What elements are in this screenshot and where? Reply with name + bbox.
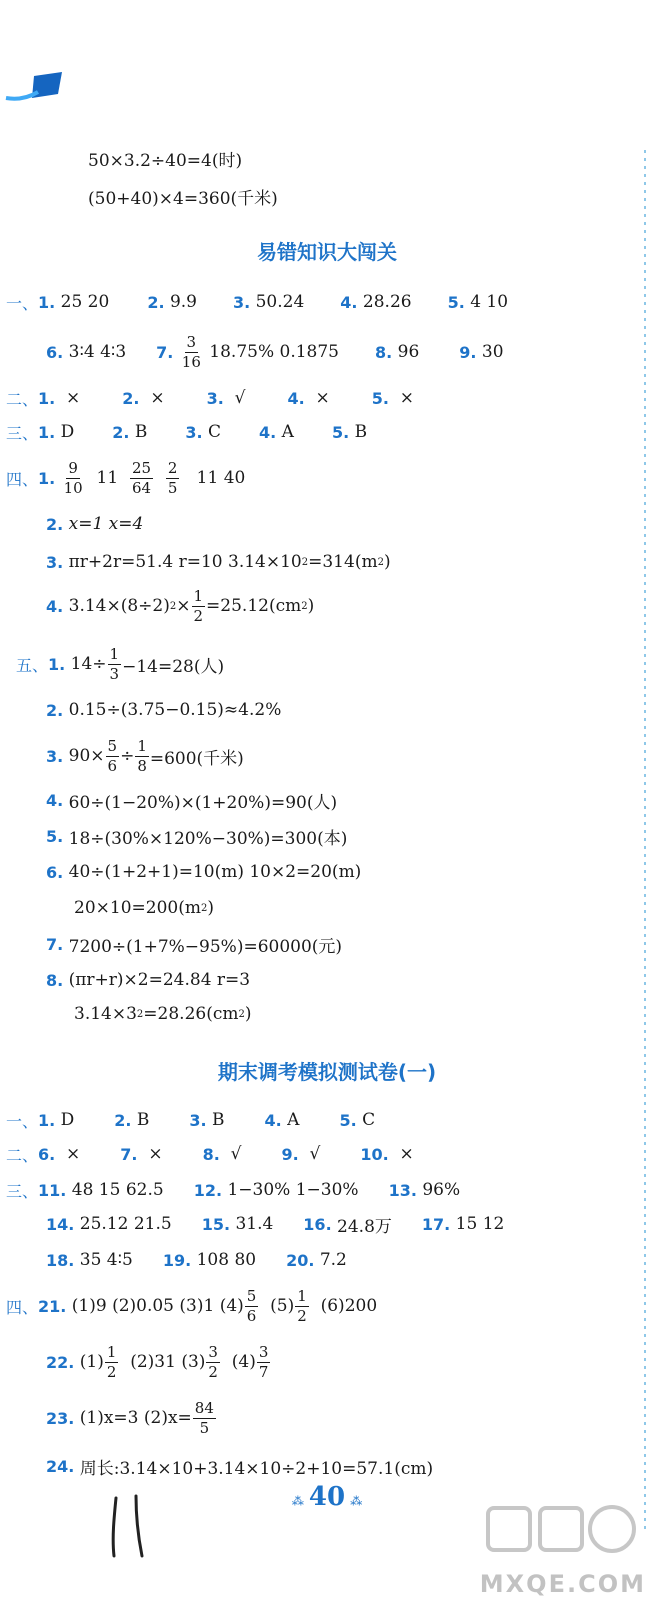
fraction: $\frac{1}{2}$ [297,1286,307,1325]
s1-yi-row2: 6. 3∶4 4∶3 7. $\frac{3}{16}$ 18.75% 0.1875 8. 96 9. 30 [46,332,504,371]
s2-si-row21: 四、 21. (1)9 (2)0.05 (3)1 (4) $\frac{5}{6}$ (5) $\frac{1}{2}$ (6)200 [6,1286,378,1325]
s1-wu-row8: 8. (πr+r)×2=24.84 r=3 [46,970,251,990]
fraction: $\frac{2}{5}$ [167,458,178,497]
s1-wu-row4: 4. 60÷(1−20%)×(1+20%)=90(人) [46,790,338,813]
s1-wu-row6: 6. 40÷(1+2+1)=10(m) 10×2=20(m) [46,862,362,882]
fraction: $\frac{1}{2}$ [193,586,204,625]
s2-san-row3: 18. 35 4∶5 19. 108 80 20. 7.2 [46,1250,347,1270]
s1-si-row2: 2. x=1 x=4 [46,514,144,534]
footer-deco-right: ⁂ [350,1494,363,1508]
corner-logo-icon [4,70,64,106]
s1-wu-row8b: 3.14×3 2 =28.26(cm 2 ) [74,1004,252,1024]
s1-yi-row1: 一、 1. 25 20 2. 9.9 3. 50.24 4. 28.26 5. 4 10 [6,292,509,313]
watermark-text: MXQE.COM [479,1570,646,1598]
fraction: $\frac{3}{2}$ [208,1342,218,1381]
s2-san-row1: 三、 11. 48 15 62.5 12. 1−30% 1−30% 13. 96% [6,1180,461,1201]
s1-er-row: 二、 1. × 2. × 3. √ 4. × 5. × [6,388,415,409]
s1-si-row1: 四、 1. $\frac{9}{10}$ 11 $\frac{25}{64}$ $\frac{2}{5}$ 11 40 [6,458,246,497]
s2-si-row24: 24. 周长:3.14×10+3.14×10÷2+10=57.1(cm) [46,1456,434,1479]
s1-san-row: 三、 1. D 2. B 3. C 4. A 5. B [6,422,368,443]
section-title-2: 期末调考模拟测试卷(一) [217,1060,437,1084]
s1-wu-row6b: 20×10=200(m 2 ) [74,898,214,918]
page-number: 40 [308,1482,346,1512]
fraction: $\frac{5}{6}$ [107,736,118,775]
fraction: $\frac{1}{8}$ [137,736,147,775]
fraction: $\frac{5}{6}$ [246,1286,257,1325]
fraction: $\frac{25}{64}$ [132,458,152,497]
fraction: $\frac{9}{10}$ [63,458,83,497]
s1-wu-row5: 5. 18÷(30%×120%−30%)=300(本) [46,826,348,849]
s2-si-row23: 23. (1)x=3 (2)x= $\frac{84}{5}$ [46,1398,214,1437]
intro-line-2: (50+40)×4=360(千米) [88,188,278,209]
s2-san-row2: 14. 25.12 21.5 15. 31.4 16. 24.8万 17. 15 12 [46,1214,505,1237]
section-title-1: 易错知识大闯关 [257,240,397,264]
fraction: $\frac{1}{3}$ [109,644,120,683]
s1-si-row3: 3. πr+2r=51.4 r=10 3.14×10 2 =314(m 2 ) [46,552,391,572]
s1-wu-row2: 2. 0.15÷(3.75−0.15)≈4.2% [46,700,282,720]
s1-si-row4: 4. 3.14×(8÷2) 2 × $\frac{1}{2}$ =25.12(cm 2 ) [46,586,315,625]
intro-line-1: 50×3.2÷40=4(时) [88,150,243,171]
handwriting-mark [98,1490,158,1560]
fraction: $\frac{3}{7}$ [258,1342,269,1381]
fraction: $\frac{3}{16}$ [181,332,201,371]
footer-deco-left: ⁂ [291,1494,304,1508]
s1-wu-row3: 3. 90× $\frac{5}{6}$ ÷ $\frac{1}{8}$ =600(千米) [46,736,244,775]
s1-wu-row7: 7. 7200÷(1+7%−95%)=60000(元) [46,934,343,957]
dotted-edge-line [644,150,646,1530]
fraction: $\frac{84}{5}$ [194,1398,214,1437]
s1-wu-row1: 五、 1. 14÷ $\frac{1}{3}$ −14=28(人) [16,644,225,683]
s2-er-row: 二、 6. × 7. × 8. √ 9. √ 10. × [6,1144,414,1165]
s2-si-row22: 22. (1) $\frac{1}{2}$ (2)31 (3) $\frac{3}{2}$ (4) $\frac{3}{7}$ [46,1342,269,1381]
s2-yi-row: 一、 1. D 2. B 3. B 4. A 5. C [6,1110,376,1131]
fraction: $\frac{1}{2}$ [106,1342,117,1381]
